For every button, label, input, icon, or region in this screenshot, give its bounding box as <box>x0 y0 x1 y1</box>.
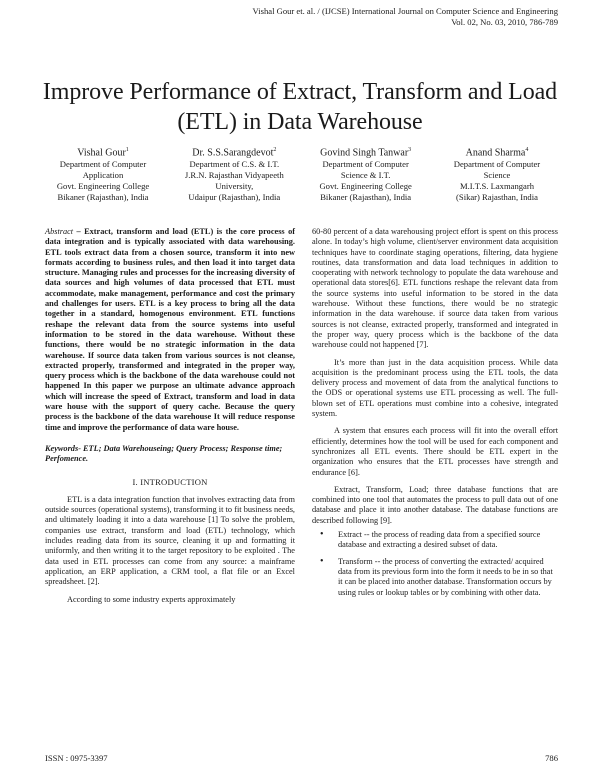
author-affiliation: J.R.N. Rajasthan Vidyapeeth <box>184 170 284 181</box>
body-paragraph: A system that ensures each process will fit into the overall effort efficiently, determines how the tool will be used for each component and synchronizes all ETL events. There should be ETL expert in the organization who ensures that the ETL processes have strength and endurance [6]. <box>312 426 558 477</box>
author-affiliation: Application <box>82 170 124 181</box>
author-affiliation: Science & I.T. <box>340 170 391 181</box>
author-block <box>171 144 297 203</box>
author-name: Vishal Gour$^1$ <box>77 147 129 159</box>
author-affiliation: University, <box>215 181 254 192</box>
right-column <box>312 227 558 604</box>
author-block <box>434 144 560 203</box>
footer-page-number: 786 <box>545 753 558 763</box>
intro-paragraph: According to some industry experts approximately <box>67 594 236 604</box>
paper-title <box>30 77 570 137</box>
author-block <box>303 144 429 203</box>
keywords: Keywords- ETL; Data Warehouseing; Query Process; Response time; Perfomence. <box>45 443 283 464</box>
author-block <box>40 144 166 203</box>
left-column <box>45 227 295 605</box>
journal-volume: Vol. 02, No. 03, 2010, 786-789 <box>451 17 558 27</box>
author-affiliation: M.I.T.S. Laxmangarh <box>459 181 535 192</box>
abstract-text: – Extract, transform and load (ETL) is the core process of data integration and is typically associated with data warehousing. ETL tools extract data from a chosen source, transform it into new formats according to business rules, and then load it into target data structure. Managing rules and processes for the increasing diversity of data sources and high volumes of data processed that ETL must accommodate, make management, performance and cost the primary and challenges for users. ETL is a key process to bring all the data together in a standard, homogenous environment. ETL functions reshape the relevant data from the source systems into useful information to be stored in the data warehouse. Without these functions, there would be no strategic information in the data warehouse. If source data taken from various sources is not cleanse, extracted properly, transformed and integrated in the proper way, query process which is the backbone of the data warehouse could not happened In this paper we purpose an ultimate advance approach which will increase the speed of Extract, transform and load in data ware house with the support of query cache. Because the query process is the backbone of the data warehouse It will reduce response time and improve the performance of data ware house. <box>45 227 295 432</box>
list-item: • Transform -- the process of converting the extracted/ acquired data from its previous form into the form it needs to be in so that it can be placed into another database. Transformation occurs by using rules or lookup tables or by combining with other data. <box>338 557 558 598</box>
abstract-label: Abstract <box>45 227 74 236</box>
abstract <box>45 227 295 433</box>
body-paragraph: 60-80 percent of a data warehousing project effort is spent on this process alone. In today’s high volume, client/server environment data acquisition techniques have to coordinate staging operations, filtering, data hygiene routines, data transformation and data load techniques in addition to cooperating with network technology to populate the data warehouse and operational data stores[6]. ETL functions reshape the relevant data from the source systems into useful information to be stored in the data warehouse. Without these functions, there would be no strategic information in the data warehouse. if source data taken from various sources is not cleanse, extracted properly, transformed and integrated in the proper way, query process which is the backbone of the data warehouse could not happened [7]. <box>312 227 558 350</box>
author-affiliation: Department of C.S. & I.T. <box>189 159 280 170</box>
author-affiliation: Udaipur (Rajasthan), India <box>188 192 281 203</box>
author-name: Dr. S.S.Sarangdevot$^2$ <box>192 147 277 159</box>
body-paragraph: It’s more than just in the data acquisition process. While data acquisition is the predominant process using the ETL tools, the data delivery process and movement of data from the analytical functions to the ODS or operational systems use ETL processing as well. The full-blown set of ETL operations must combine into a cohesive, integrated system. <box>312 357 558 419</box>
author-list <box>40 144 560 203</box>
author-affiliation: Department of Computer <box>453 159 541 170</box>
section-heading-introduction: I. INTRODUCTION <box>132 476 208 487</box>
footer-issn: ISSN : 0975-3397 <box>45 753 108 763</box>
author-affiliation: Department of Computer <box>322 159 409 170</box>
author-affiliation: Bikaner (Rajasthan), India <box>57 192 149 203</box>
author-affiliation: Govt. Engineering College <box>319 181 412 192</box>
author-affiliation: (Sikar) Rajasthan, India <box>456 192 538 203</box>
author-affiliation: Bikaner (Rajasthan), India <box>320 192 412 203</box>
etl-function-list <box>312 530 558 598</box>
author-name: Anand Sharma$^4$ <box>465 147 529 159</box>
paper-title-line-2: (ETL) in Data Warehouse <box>177 109 423 135</box>
journal-header <box>253 6 558 28</box>
intro-paragraph: ETL is a data integration function that involves extracting data from outside sources (operational systems), transforming it to fit business needs, and ultimately loading it into a data warehouse [1] To solve the problem, companies use extract, transform and load (ETL) technology, which includes reading data from its source, cleaning it up and formatting it uniformly, and then writing it to the target repository to be exploited . The data used in ETL processes can come from any source: a mainframe application, an ERP application, a CRM tool, a flat file or an Excel spreadsheet. [2]. <box>45 494 295 587</box>
body-paragraph: Extract, Transform, Load; three database functions that are combined into one tool that automates the process to pull data out of one database and place it into another database. The database functions are described following [9]. <box>312 484 558 525</box>
author-name: Govind Singh Tanwar$^3$ <box>320 147 412 159</box>
author-affiliation: Department of Computer <box>59 159 147 170</box>
paper-title-line-1: Improve Performance of Extract, Transform and Load <box>42 79 558 105</box>
author-affiliation: Science <box>483 170 511 181</box>
list-item: • Extract -- the process of reading data from a specified source database and extracting a desired subset of data. <box>338 530 558 551</box>
author-affiliation: Govt. Engineering College <box>56 181 150 192</box>
journal-citation: Vishal Gour et. al. / (IJCSE) International Journal on Computer Science and Engineering <box>252 6 558 16</box>
